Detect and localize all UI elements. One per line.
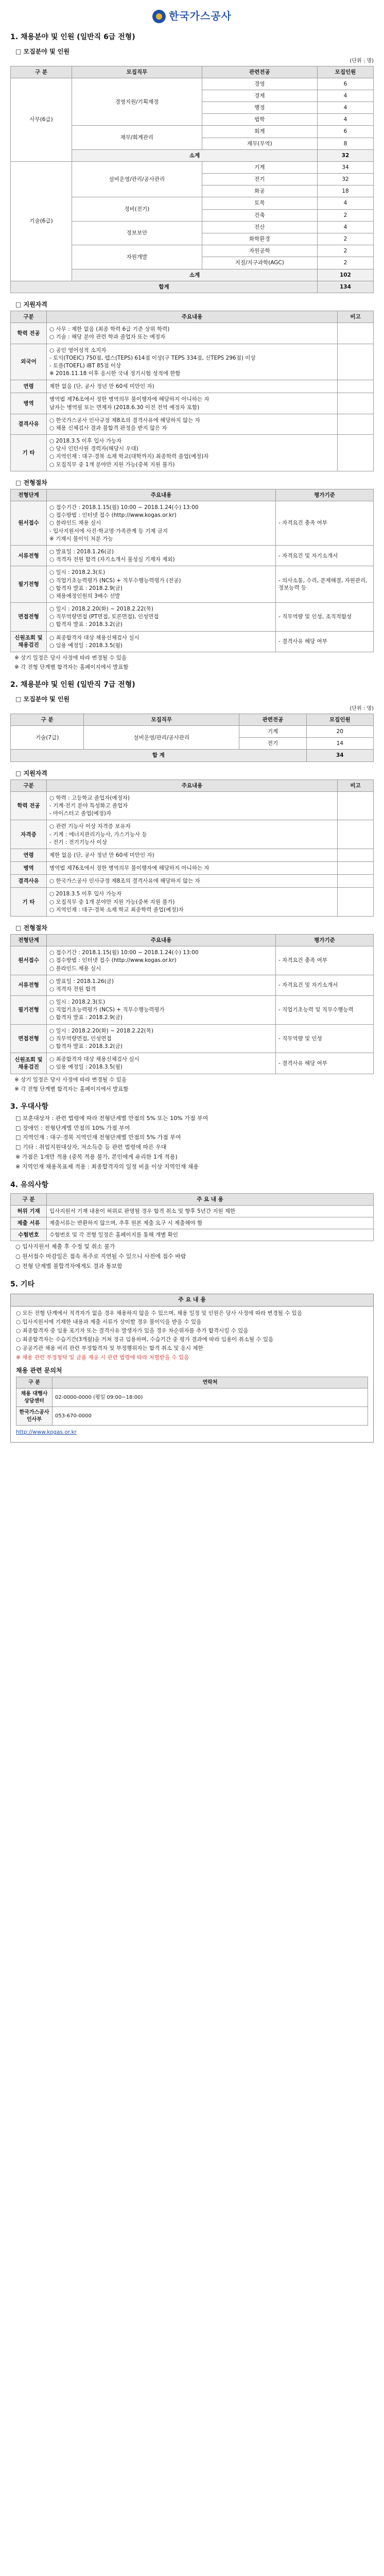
- cell-line: ○ 일시 : 2018.2.20(화) ~ 2018.2.22(목): [49, 606, 154, 613]
- row-label: 수험번호: [11, 1229, 47, 1241]
- row-note: [338, 820, 374, 849]
- logo-mark: [152, 10, 166, 23]
- cell-line: ○ 일시 : 2018.2.20(화) ~ 2018.2.22(목): [49, 1027, 154, 1034]
- row-note: [338, 393, 374, 414]
- row-content: [47, 393, 338, 414]
- warning-text: ※ 채용 관련 부정청탁 및 금품 제공 시 관련 법령에 따라 처벌받을 수 있음: [16, 1354, 189, 1361]
- subsection-title: □ 전형절차: [15, 479, 47, 486]
- cell-line: ○ 발표일 : 2018.1.26(금): [49, 549, 114, 555]
- notice-line: ○ 입사지원서 제출 후 수정 및 취소 불가: [15, 1243, 115, 1250]
- cell-line: ○ 최종합격자 대상 채용신체검사 실시: [49, 1056, 139, 1063]
- cell-line: ○ 공인 영어성적 소지자: [49, 347, 107, 353]
- table-row: [11, 78, 374, 90]
- subtotal-label: 소계: [72, 149, 318, 161]
- table-row: [11, 161, 374, 173]
- count-cell: 6: [317, 126, 373, 138]
- row-eval: - 결격사유 해당 여부: [276, 1053, 374, 1074]
- table-row: [11, 975, 374, 995]
- major-cell: 전기: [202, 174, 317, 185]
- unit-label: (단위 : 명): [350, 58, 374, 64]
- count-cell: 18: [317, 185, 373, 197]
- cell-line: - 기계·전기 분야 특성화고 졸업자: [49, 803, 128, 809]
- cell-line: ○ 직무역량면접, 인성면접: [49, 1035, 112, 1042]
- cell-line: ○ 관련 기능사 이상 자격증 보유자: [49, 823, 131, 830]
- count-cell: 4: [317, 221, 373, 233]
- table-row: [11, 1053, 374, 1074]
- table-row: [11, 393, 374, 414]
- notice-line: ○ 원서접수 마감일은 접속 폭주로 지연될 수 있으니 사전에 접수 바람: [15, 1253, 186, 1260]
- major-cell: 건축: [202, 209, 317, 221]
- job-cell: 재무/회계관리: [72, 126, 202, 149]
- cell-line: ○ 최종합격자 대상 채용신체검사 실시: [49, 634, 139, 641]
- row-content: [47, 1024, 276, 1053]
- table-row: [16, 1388, 368, 1407]
- count-cell: 20: [306, 725, 373, 737]
- cell-line: ○ 직업기초능력평가 (NCS) + 직무수행능력평가: [49, 1007, 165, 1013]
- row-content: [47, 380, 338, 393]
- subsection-title: □ 모집분야 및 인원: [15, 47, 70, 55]
- count-cell: 34: [317, 161, 373, 173]
- row-content: [47, 631, 276, 652]
- group-cell: 기술(7급): [11, 725, 84, 749]
- cell-line: - 토익(TOEIC) 750점, 텝스(TEPS) 614점 이상(구 TEPS 334점, 신TEPS 296점) 이상: [49, 354, 256, 361]
- row-note: [338, 875, 374, 888]
- cell-line: ○ 적격자 전원 합격: [49, 986, 96, 992]
- table-row: [11, 323, 374, 344]
- section-title: 2. 채용분야 및 인원 (일반직 7급 전형): [10, 681, 135, 689]
- column-header: 모집직무: [84, 714, 239, 725]
- column-header: 구분: [11, 311, 47, 323]
- cell-line: ○ 접수방법 : 인터넷 접수 (http://www.kogas.or.kr): [49, 512, 177, 519]
- cell-line: ○ 접수방법 : 인터넷 접수 (http://www.kogas.or.kr): [49, 957, 177, 964]
- row-eval: - 결격사유 해당 여부: [276, 631, 374, 652]
- info-box-title: 주 요 내 용: [11, 1294, 373, 1307]
- table-row: [11, 546, 374, 566]
- cell-line: ○ 일시 : 2018.2.3(토): [49, 569, 106, 576]
- table-row: [11, 791, 374, 820]
- job-cell: 경영지원/기획재정: [72, 78, 202, 126]
- row-content: 수험번호 및 각 전형 일정은 홈페이지를 통해 개별 확인: [47, 1229, 374, 1241]
- group-cell: 기술(6급): [11, 161, 72, 281]
- cell-line: ○ 적격자 전원 합격 (자기소개서 불성실 기재자 제외): [49, 556, 175, 563]
- major-cell: 토목: [202, 197, 317, 209]
- row-content: 입사지원서 기재 내용이 허위로 판명될 경우 합격 취소 및 향후 5년간 지원 제한: [47, 1205, 374, 1217]
- job-cell: 정보보안: [72, 221, 202, 245]
- cell-line: 남자는 병역필 또는 면제자 (2018.6.30 이전 전역 예정자 포함): [49, 404, 200, 411]
- table-row: [11, 380, 374, 393]
- subsection-title: □ 전형절차: [15, 924, 47, 931]
- subsection-title: □ 모집분야 및 인원: [15, 696, 70, 703]
- row-content: [47, 501, 276, 546]
- row-content: [47, 323, 338, 344]
- count-cell: 2: [317, 233, 373, 245]
- cell-line: ○ 합격자 발표 : 2018.2.9(금): [49, 585, 123, 591]
- contact-value: 02-0000-0000 (평일 09:00~18:00): [53, 1388, 368, 1407]
- row-label: 결격사유: [11, 875, 47, 888]
- major-cell: 경영: [202, 78, 317, 90]
- row-content: [47, 344, 338, 380]
- row-note: [338, 414, 374, 434]
- row-note: [338, 380, 374, 393]
- table-row: [11, 414, 374, 434]
- column-header: 관련전공: [239, 714, 306, 725]
- row-label: 연령: [11, 380, 47, 393]
- major-cell: 재무(무역): [202, 138, 317, 149]
- row-content: [47, 566, 276, 603]
- preference-line: □ 보훈대상자 : 관련 법령에 따라 전형단계별 만점의 5% 또는 10% 가점 부여: [15, 1114, 208, 1122]
- table-row: [11, 435, 374, 471]
- cell-line: ○ 한국가스공사 인사규정 제8조의 결격사유에 해당하지 않는 자: [49, 417, 200, 423]
- info-paragraph: ○ 최종합격자 중 임용 포기자 또는 결격사유 발생자가 있을 경우 차순위자를 추가 합격시킬 수 있음: [16, 1328, 249, 1334]
- row-note: [338, 849, 374, 861]
- cell-line: ○ 모집직무 중 1개 분야만 지원 가능(중복 지원 불가): [49, 899, 175, 905]
- cell-line: ○ 접수기간 : 2018.1.15(월) 10:00 ~ 2018.1.24(수) 13:00: [49, 950, 199, 956]
- cell-line: - 기계 : 에너지관리기능사, 가스기능사 등: [49, 831, 147, 838]
- cell-line: - 전기 : 전기기능사 이상: [49, 839, 107, 845]
- group-cell: 사무(6급): [11, 78, 72, 161]
- row-label: 병역: [11, 862, 47, 875]
- table-row: [11, 566, 374, 603]
- column-header: 주요내용: [47, 779, 338, 791]
- column-header: 모집인원: [317, 66, 373, 78]
- major-cell: 지질/지구과학(AGC): [202, 257, 317, 269]
- major-cell: 화학환경: [202, 233, 317, 245]
- contact-value: 053-670-0000: [53, 1407, 368, 1426]
- column-header: 구 분: [11, 1193, 47, 1205]
- total-row: [11, 750, 374, 761]
- column-header: 주요내용: [47, 935, 276, 946]
- row-label: 연령: [11, 849, 47, 861]
- table-row: [11, 820, 374, 849]
- row-label: 결격사유: [11, 414, 47, 434]
- recruit-table-grade6: [10, 66, 374, 293]
- job-cell: 설비운영/관리/공사관리: [72, 161, 202, 197]
- row-eval: - 의사소통, 수리, 문제해결, 자원관리, 정보능력 등: [276, 566, 374, 603]
- row-eval: - 자격요건 및 자기소개서: [276, 975, 374, 995]
- column-header: 관련전공: [202, 66, 317, 78]
- count-cell: 4: [317, 90, 373, 101]
- count-cell: 2: [317, 245, 373, 257]
- table-row: [16, 1407, 368, 1426]
- cell-line: 병역법 제76조에서 정한 병역의무 불이행자에 해당하지 아니하는 자: [49, 396, 210, 403]
- total-row: [11, 281, 374, 293]
- row-content: [47, 946, 276, 975]
- subtotal-value: 32: [317, 149, 373, 161]
- row-label: 기 타: [11, 888, 47, 917]
- note-line: ※ 각 전형 단계별 합격자는 홈페이지에서 발표함: [14, 1086, 129, 1092]
- contact-label: 한국가스공사 인사부: [16, 1407, 53, 1426]
- count-cell: 6: [317, 78, 373, 90]
- notice-table: [10, 1193, 374, 1242]
- table-row: [11, 725, 374, 737]
- row-label: 면접전형: [11, 1024, 47, 1053]
- table-row: [11, 849, 374, 861]
- row-label: 허위 기재: [11, 1205, 47, 1217]
- recruit-table-grade7: [10, 714, 374, 762]
- table-row: [11, 996, 374, 1025]
- major-cell: 자원공학: [202, 245, 317, 257]
- row-eval: - 자격요건 충족 여부: [276, 946, 374, 975]
- subtotal-label: 소계: [72, 269, 318, 281]
- row-label: 기 타: [11, 435, 47, 471]
- row-label: 자격증: [11, 820, 47, 849]
- major-cell: 회계: [202, 126, 317, 138]
- major-cell: 법학: [202, 114, 317, 126]
- cell-line: - 입사지원서에 사진·학교명·가족관계 등 기재 금지: [49, 528, 168, 534]
- row-eval: - 직무역량 및 인성: [276, 1024, 374, 1053]
- info-box: [10, 1294, 374, 1443]
- cell-line: ○ 채용예정인원의 3배수 선발: [49, 592, 120, 599]
- row-label: 서류전형: [11, 975, 47, 995]
- row-content: 제출서류는 반환하지 않으며, 추후 원본 제출 요구 시 제출해야 함: [47, 1217, 374, 1229]
- homepage-link[interactable]: http://www.kogas.or.kr: [16, 1429, 77, 1436]
- row-content: [47, 875, 338, 888]
- cell-line: 제한 없음 (단, 공사 정년 만 60세 미만인 자): [49, 383, 154, 390]
- column-header: 평가기준: [276, 935, 374, 946]
- cell-line: ○ 한국가스공사 인사규정 제8조의 결격사유에 해당하지 않는 자: [49, 878, 200, 885]
- cell-line: ○ 합격자 발표 : 2018.3.2(금): [49, 1043, 123, 1049]
- row-eval: - 직업기초능력 및 직무수행능력: [276, 996, 374, 1025]
- column-header: 구분: [11, 779, 47, 791]
- table-row: [11, 631, 374, 652]
- row-content: [47, 603, 276, 632]
- table-row: [11, 862, 374, 875]
- cell-line: ○ 접수기간 : 2018.1.15(월) 10:00 ~ 2018.1.24(수) 13:00: [49, 504, 199, 511]
- row-label: 학력 전공: [11, 791, 47, 820]
- total-value: 134: [317, 281, 373, 293]
- row-content: [47, 791, 338, 820]
- row-content: [47, 546, 276, 566]
- cell-line: ○ 직업기초능력평가 (NCS) + 직무수행능력평가 (전공): [49, 577, 181, 584]
- column-header: 모집인원: [306, 714, 373, 725]
- cell-line: ○ 일시 : 2018.2.3(토): [49, 999, 106, 1006]
- preference-line: □ 장애인 : 전형단계별 만점의 10% 가점 부여: [15, 1124, 130, 1131]
- logo-text: 한국가스공사: [169, 10, 232, 22]
- count-cell: 4: [317, 102, 373, 114]
- column-header: 구 분: [16, 1377, 53, 1388]
- cell-line: ○ 당사 인턴사원 경력자(해당시 우대): [49, 446, 138, 452]
- cell-line: ○ 학력 : 고등학교 졸업자(예정자): [49, 794, 130, 801]
- major-cell: 화공: [202, 185, 317, 197]
- preference-line: □ 기타 : 취업지원대상자, 저소득층 등 관련 법령에 따른 우대: [15, 1144, 167, 1151]
- row-note: [338, 344, 374, 380]
- column-header: 비고: [338, 311, 374, 323]
- column-header: 비고: [338, 779, 374, 791]
- contact-table: [16, 1377, 368, 1426]
- cell-line: ○ 임용 예정일 : 2018.3.5(월): [49, 1064, 123, 1071]
- subsection-title: □ 지원자격: [15, 769, 47, 777]
- count-cell: 4: [317, 197, 373, 209]
- column-header: 주요내용: [47, 311, 338, 323]
- table-row: [11, 501, 374, 546]
- cell-line: ○ 임용 예정일 : 2018.3.5(월): [49, 642, 123, 649]
- section-title: 1. 채용분야 및 인원 (일반직 6급 전형): [10, 33, 135, 41]
- row-label: 면접전형: [11, 603, 47, 632]
- major-cell: 기계: [239, 725, 306, 737]
- cell-line: ※ 기재시 불이익 처분 가능: [49, 535, 113, 542]
- major-cell: 기계: [202, 161, 317, 173]
- section-title: 5. 기타: [10, 1280, 34, 1289]
- job-cell: 설비운영/관리/공사관리: [84, 725, 239, 749]
- unit-label: (단위 : 명): [350, 706, 374, 712]
- column-header: 연락처: [53, 1377, 368, 1388]
- table-row: [11, 1024, 374, 1053]
- contact-label: 채용 대행사 상담센터: [16, 1388, 53, 1407]
- table-row: [11, 603, 374, 632]
- row-content: [47, 820, 338, 849]
- note-line: ※ 각 전형 단계별 합격자는 홈페이지에서 발표함: [14, 664, 129, 671]
- note-line: ※ 상기 일정은 당사 사정에 따라 변경될 수 있음: [14, 1076, 127, 1083]
- info-paragraph: ○ 모든 전형 단계에서 적격자가 없을 경우 채용하지 않을 수 있으며, 채용 일정 및 인원은 당사 사정에 따라 변경될 수 있음: [16, 1310, 302, 1316]
- column-header: 주요내용: [47, 489, 276, 501]
- table-row: [11, 1217, 374, 1229]
- table-row: [11, 888, 374, 917]
- major-cell: 행정: [202, 102, 317, 114]
- row-label: 필기전형: [11, 566, 47, 603]
- cell-line: ○ 2018.3.5 이후 입사 가능자: [49, 438, 122, 445]
- cell-line: ○ 모집직무 중 1개 분야만 지원 가능(중복 지원 불가): [49, 461, 175, 468]
- row-content: [47, 996, 276, 1025]
- process-table-grade6: [10, 489, 374, 652]
- row-content: [47, 414, 338, 434]
- row-content: [47, 888, 338, 917]
- cell-line: - 토플(TOEFL) iBT 85점 이상: [49, 362, 121, 369]
- column-header: 구 분: [11, 714, 84, 725]
- subtotal-value: 102: [317, 269, 373, 281]
- section-title: 3. 우대사항: [10, 1102, 49, 1111]
- row-label: 병역: [11, 393, 47, 414]
- qualification-table-grade7: [10, 779, 374, 917]
- cell-line: 병역법 제76조에서 정한 병역의무 불이행자에 해당하지 아니하는 자: [49, 865, 210, 872]
- column-header: 주 요 내 용: [47, 1193, 374, 1205]
- row-content: [47, 435, 338, 471]
- preference-line: □ 지역인재 : 대구·경북 지역인재 전형단계별 만점의 5% 가점 부여: [15, 1134, 181, 1141]
- total-value: 34: [306, 750, 373, 761]
- column-header: 구 분: [11, 66, 72, 78]
- table-row: [11, 1205, 374, 1217]
- row-content: [47, 975, 276, 995]
- table-row: [11, 344, 374, 380]
- row-note: [338, 791, 374, 820]
- cell-line: ○ 지역인재 : 대구·경북 소재 학교(대학까지) 최종학력 졸업(예정)자: [49, 453, 209, 460]
- row-label: 신원조회 및 채용검진: [11, 631, 47, 652]
- row-eval: - 자격요건 충족 여부: [276, 501, 374, 546]
- row-note: [338, 862, 374, 875]
- preference-line: ※ 가점은 1개만 적용 (중복 적용 불가, 본인에게 유리한 1개 적용): [15, 1154, 178, 1161]
- total-label: 합계: [11, 281, 318, 293]
- row-label: 원서접수: [11, 501, 47, 546]
- row-label: 제출 서류: [11, 1217, 47, 1229]
- cell-line: ○ 2018.3.5 이후 입사 가능자: [49, 891, 122, 897]
- row-label: 학력 전공: [11, 323, 47, 344]
- row-label: 서류전형: [11, 546, 47, 566]
- info-paragraph: ○ 공공기관 채용 비리 관련 부정합격자 및 부정행위자는 합격 취소 및 응시 제한: [16, 1345, 203, 1352]
- count-cell: 14: [306, 738, 373, 750]
- column-header: 모집직무: [72, 66, 202, 78]
- row-note: [338, 323, 374, 344]
- cell-line: ○ 발표일 : 2018.1.26(금): [49, 978, 114, 985]
- count-cell: 2: [317, 257, 373, 269]
- cell-line: ○ 블라인드 채용 실시: [49, 965, 101, 972]
- table-row: [11, 946, 374, 975]
- row-content: [47, 862, 338, 875]
- qualification-table-grade6: [10, 311, 374, 471]
- job-cell: 자원개발: [72, 245, 202, 269]
- count-cell: 2: [317, 209, 373, 221]
- cell-line: ※ 2016.11.18 이후 응시한 국내 정기시험 성적에 한함: [49, 370, 181, 377]
- row-note: [338, 888, 374, 917]
- cell-line: 제한 없음 (단, 공사 정년 만 60세 미만인 자): [49, 852, 154, 858]
- cell-line: ○ 직무역량면접 (PT면접, 토론면접), 인성면접: [49, 614, 159, 620]
- column-header: 전형단계: [11, 489, 47, 501]
- cell-line: ○ 합격자 발표 : 2018.3.2(금): [49, 621, 123, 628]
- row-label: 외국어: [11, 344, 47, 380]
- table-row: [11, 875, 374, 888]
- process-table-grade7: [10, 934, 374, 1074]
- row-label: 원서접수: [11, 946, 47, 975]
- job-cell: 정비(전기): [72, 197, 202, 221]
- note-line: ※ 상기 일정은 당사 사정에 따라 변경될 수 있음: [14, 654, 127, 661]
- preference-line: ※ 지역인재 채용목표제 적용 : 최종합격자의 일정 비율 이상 지역인재 채용: [15, 1163, 199, 1170]
- table-row: [11, 1229, 374, 1241]
- cell-line: - 마이스터고 졸업(예정)자: [49, 810, 112, 817]
- contact-title: 채용 관련 문의처: [16, 1366, 62, 1374]
- info-paragraph: ○ 최종합격자는 수습기간(3개월)을 거쳐 정규 임용하며, 수습기간 중 평가 결과에 따라 임용이 취소될 수 있음: [16, 1336, 274, 1343]
- count-cell: 8: [317, 138, 373, 149]
- major-cell: 전기: [239, 738, 306, 750]
- subsection-title: □ 지원자격: [15, 300, 47, 308]
- row-note: [338, 435, 374, 471]
- notice-line: ○ 전형 단계별 불합격자에게도 결과 통보함: [15, 1263, 123, 1270]
- row-label: 신원조회 및 채용검진: [11, 1053, 47, 1074]
- cell-line: ○ 합격자 발표 : 2018.2.9(금): [49, 1014, 123, 1021]
- count-cell: 32: [317, 174, 373, 185]
- column-header: 전형단계: [11, 935, 47, 946]
- row-content: [47, 849, 338, 861]
- total-label: 합 계: [11, 750, 307, 761]
- cell-line: ○ 기술 : 해당 분야 관련 학과 졸업자 또는 예정자: [49, 334, 166, 341]
- row-content: [47, 1053, 276, 1074]
- cell-line: ○ 채용 신체검사 결과 불합격 판정을 받지 않은 자: [49, 425, 167, 431]
- major-cell: 경제: [202, 90, 317, 101]
- row-label: 필기전형: [11, 996, 47, 1025]
- row-eval: - 직무역량 및 인성, 조직적합성: [276, 603, 374, 632]
- row-eval: - 자격요건 및 자기소개서: [276, 546, 374, 566]
- cell-line: ○ 지역인재 : 대구·경북 소재 학교 최종학력 졸업(예정)자: [49, 906, 184, 913]
- count-cell: 4: [317, 114, 373, 126]
- cell-line: ○ 블라인드 채용 실시: [49, 520, 101, 527]
- section-title: 4. 유의사항: [10, 1180, 49, 1189]
- column-header: 평가기준: [276, 489, 374, 501]
- major-cell: 전산: [202, 221, 317, 233]
- cell-line: ○ 사무 : 제한 없음 (최종 학력 6급 기준 상위 학력): [49, 326, 170, 333]
- info-paragraph: ○ 입사지원서에 기재한 내용과 제출 서류가 상이할 경우 불이익을 받을 수 있음: [16, 1318, 202, 1325]
- company-logo: [10, 9, 374, 23]
